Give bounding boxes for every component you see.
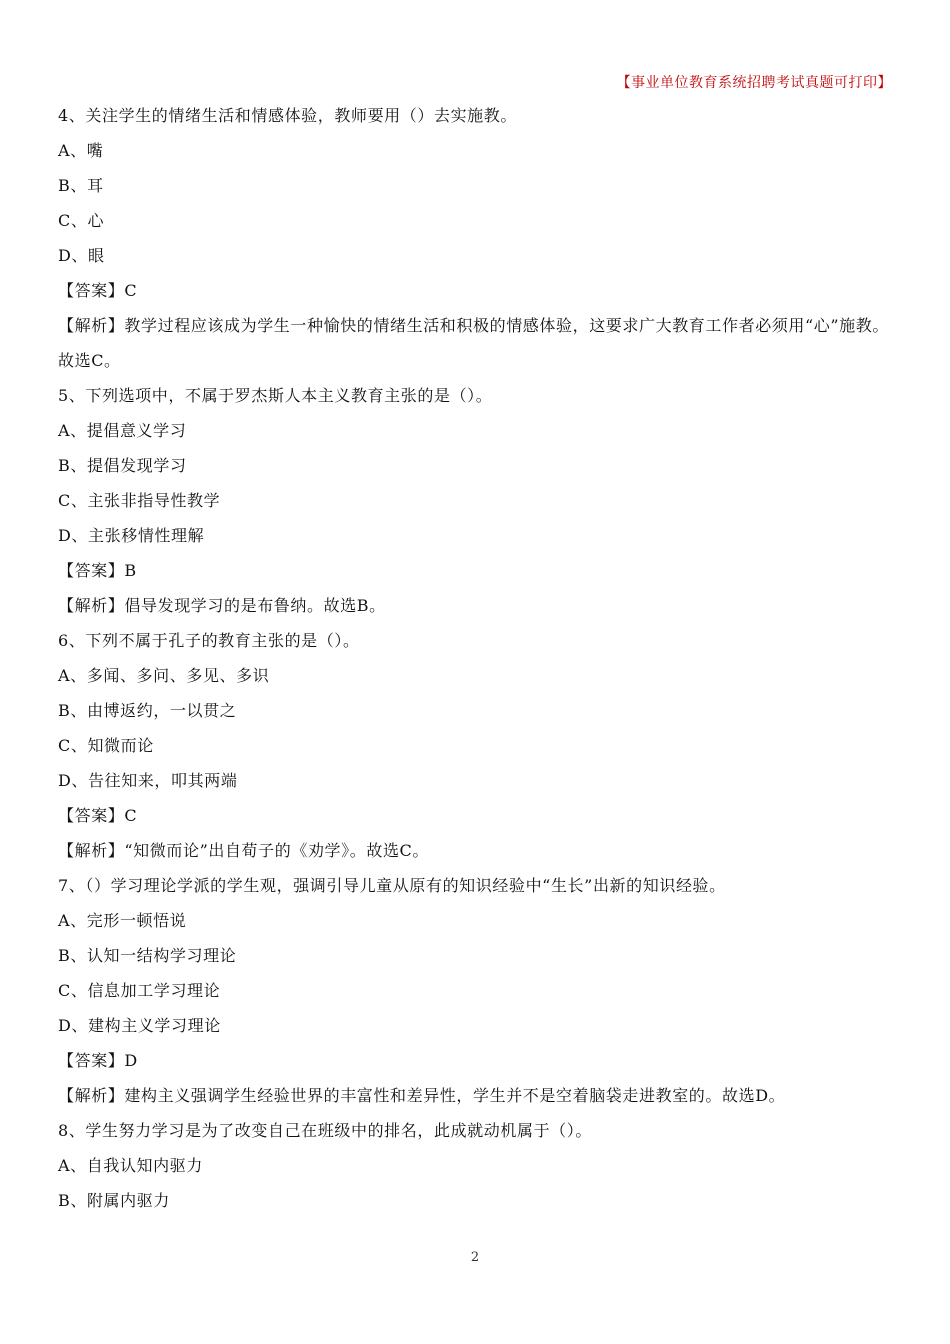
question-5: [58, 378, 898, 623]
option-b: B、由博返约，一以贯之: [58, 701, 237, 720]
question-6: [58, 623, 898, 868]
option-d: D、眼: [58, 246, 105, 265]
option-b: B、附属内驱力: [58, 1191, 170, 1210]
analysis: 【解析】教学过程应该成为学生一种愉快的情绪生活和积极的情感体验，这要求广大教育工作者必须用“心”施教。故选C。: [58, 316, 889, 370]
analysis: 【解析】倡导发现学习的是布鲁纳。故选B。: [58, 596, 386, 615]
option-a: A、完形一顿悟说: [58, 911, 187, 930]
answer: 【答案】C: [58, 806, 138, 825]
option-d: D、主张移情性理解: [58, 526, 205, 545]
option-b: B、认知一结构学习理论: [58, 946, 237, 965]
option-d: D、建构主义学习理论: [58, 1016, 221, 1035]
question-stem: 4、关注学生的情绪生活和情感体验，教师要用（）去实施教。: [58, 106, 517, 125]
question-4: [58, 98, 898, 378]
question-list: [58, 98, 898, 1218]
option-c: C、心: [58, 211, 105, 230]
option-b: B、提倡发现学习: [58, 456, 187, 475]
question-7: [58, 868, 898, 1113]
option-a: A、嘴: [58, 141, 104, 160]
option-c: C、知微而论: [58, 736, 154, 755]
option-b: B、耳: [58, 176, 104, 195]
option-a: A、多闻、多问、多见、多识: [58, 666, 270, 685]
option-a: A、提倡意义学习: [58, 421, 187, 440]
analysis: 【解析】“知微而论”出自荀子的《劝学》。故选C。: [58, 841, 430, 860]
option-d: D、告往知来，叩其两端: [58, 771, 238, 790]
question-stem: 7、（）学习理论学派的学生观，强调引导儿童从原有的知识经验中“生长”出新的知识经验。: [58, 876, 726, 895]
question-stem: 6、下列不属于孔子的教育主张的是（）。: [58, 631, 360, 650]
question-stem: 5、下列选项中，不属于罗杰斯人本主义教育主张的是（）。: [58, 386, 493, 405]
answer: 【答案】C: [58, 281, 138, 300]
page-header: 【事业单位教育系统招聘考试真题可打印】: [616, 75, 892, 91]
answer: 【答案】B: [58, 561, 137, 580]
option-c: C、主张非指导性教学: [58, 491, 221, 510]
analysis: 【解析】建构主义强调学生经验世界的丰富性和差异性，学生并不是空着脑袋走进教室的。故选D。: [58, 1086, 786, 1105]
answer: 【答案】D: [58, 1051, 138, 1070]
question-stem: 8、学生努力学习是为了改变自己在班级中的排名，此成就动机属于（）。: [58, 1121, 592, 1140]
option-a: A、自我认知内驱力: [58, 1156, 203, 1175]
question-8: [58, 1113, 898, 1218]
page-number: 2: [470, 1250, 480, 1265]
option-c: C、信息加工学习理论: [58, 981, 221, 1000]
